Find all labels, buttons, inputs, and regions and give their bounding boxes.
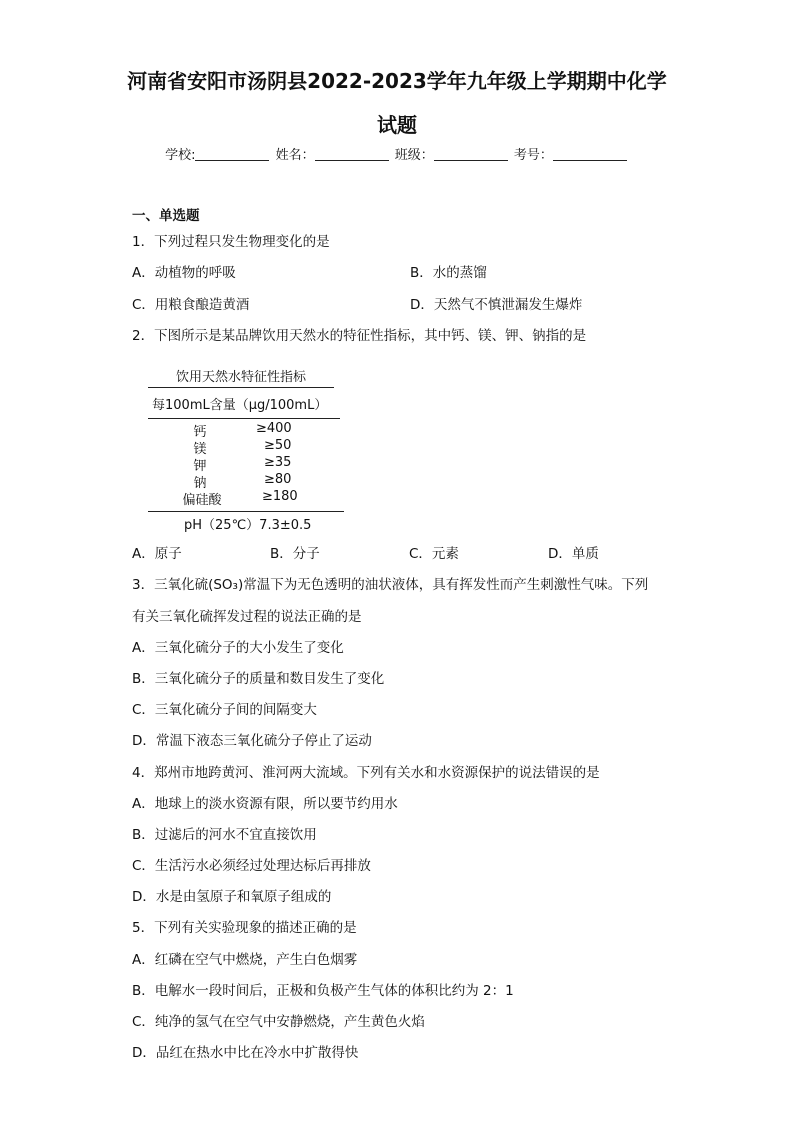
q2-option-a[interactable]: A．原子 [132, 546, 182, 562]
exam-title-line2: 试题 [377, 113, 417, 137]
table-row-value: ≥400 [256, 421, 292, 436]
q1-option-a[interactable]: A．动植物的呼吸 [132, 265, 236, 281]
table-rule [148, 511, 344, 512]
table-row-value: ≥50 [264, 438, 292, 453]
exam-number-label: 考号： [513, 148, 553, 163]
exam-title-line1: 河南省安阳市汤阴县2022-2023学年九年级上学期期中化学 [127, 69, 667, 93]
table-row-name: 钾 [193, 459, 207, 474]
question-5-stem: 5．下列有关实验现象的描述正确的是 [132, 920, 357, 936]
q5-option-c[interactable]: C．纯净的氢气在空气中安静燃烧，产生黄色火焰 [132, 1014, 425, 1030]
table-row-value: ≥80 [264, 472, 292, 487]
table-subtitle: 每100mL含量（μg/100mL） [152, 398, 328, 413]
q5-option-d[interactable]: D．品红在热水中比在冷水中扩散得快 [132, 1045, 359, 1061]
section-heading: 一、单选题 [132, 208, 200, 224]
school-blank[interactable] [195, 146, 269, 161]
q2-option-c[interactable]: C．元素 [409, 546, 459, 562]
question-1-stem: 1．下列过程只发生物理变化的是 [132, 234, 330, 250]
q4-option-c[interactable]: C．生活污水必须经过处理达标后再排放 [132, 858, 371, 874]
q1-option-b[interactable]: B．水的蒸馏 [410, 265, 487, 281]
table-row-name: 镁 [193, 442, 207, 457]
q3-option-d[interactable]: D．常温下液态三氧化硫分子停止了运动 [132, 733, 372, 749]
q2-option-d[interactable]: D．单质 [548, 546, 599, 562]
question-4-stem: 4．郑州市地跨黄河、淮河两大流域。下列有关水和水资源保护的说法错误的是 [132, 765, 600, 781]
table-title: 饮用天然水特征性指标 [175, 370, 306, 385]
table-row-name: 偏硅酸 [182, 493, 222, 508]
q1-option-d[interactable]: D．天然气不慎泄漏发生爆炸 [410, 297, 583, 313]
question-3-stem: 3．三氧化硫(SO₃)常温下为无色透明的油状液体，具有挥发性而产生刺激性气味。下列 [132, 577, 649, 593]
table-row-name: 钙 [193, 425, 207, 440]
q1-option-c[interactable]: C．用粮食酿造黄酒 [132, 297, 250, 313]
q4-option-b[interactable]: B．过滤后的河水不宜直接饮用 [132, 827, 317, 843]
table-row-value: ≥35 [264, 455, 292, 470]
q2-option-b[interactable]: B．分子 [270, 546, 320, 562]
q3-option-c[interactable]: C．三氧化硫分子间的间隔变大 [132, 702, 317, 718]
q3-option-b[interactable]: B．三氧化硫分子的质量和数目发生了变化 [132, 671, 385, 687]
question-3-stem-cont: 有关三氧化硫挥发过程的说法正确的是 [132, 609, 362, 625]
q4-option-d[interactable]: D．水是由氢原子和氧原子组成的 [132, 889, 332, 905]
class-blank[interactable] [434, 146, 508, 161]
school-label: 学校: [165, 148, 196, 163]
table-rule [148, 387, 334, 388]
table-rule [148, 418, 340, 419]
q4-option-a[interactable]: A．地球上的淡水资源有限，所以要节约用水 [132, 796, 398, 812]
q3-option-a[interactable]: A．三氧化硫分子的大小发生了变化 [132, 640, 344, 656]
exam-number-blank[interactable] [553, 146, 627, 161]
question-2-stem: 2．下图所示是某品牌饮用天然水的特征性指标，其中钙、镁、钾、钠指的是 [132, 328, 587, 344]
student-info-row [0, 144, 794, 163]
table-row-value: ≥180 [262, 489, 298, 504]
class-label: 班级： [394, 148, 434, 163]
name-blank[interactable] [315, 146, 389, 161]
q5-option-a[interactable]: A．红磷在空气中燃烧，产生白色烟雾 [132, 952, 358, 968]
name-label: 姓名： [275, 148, 315, 163]
table-ph: pH（25℃）7.3±0.5 [184, 518, 312, 533]
table-row-name: 钠 [193, 476, 207, 491]
q5-option-b[interactable]: B．电解水一段时间后，正极和负极产生气体的体积比约为 2：1 [132, 983, 514, 999]
